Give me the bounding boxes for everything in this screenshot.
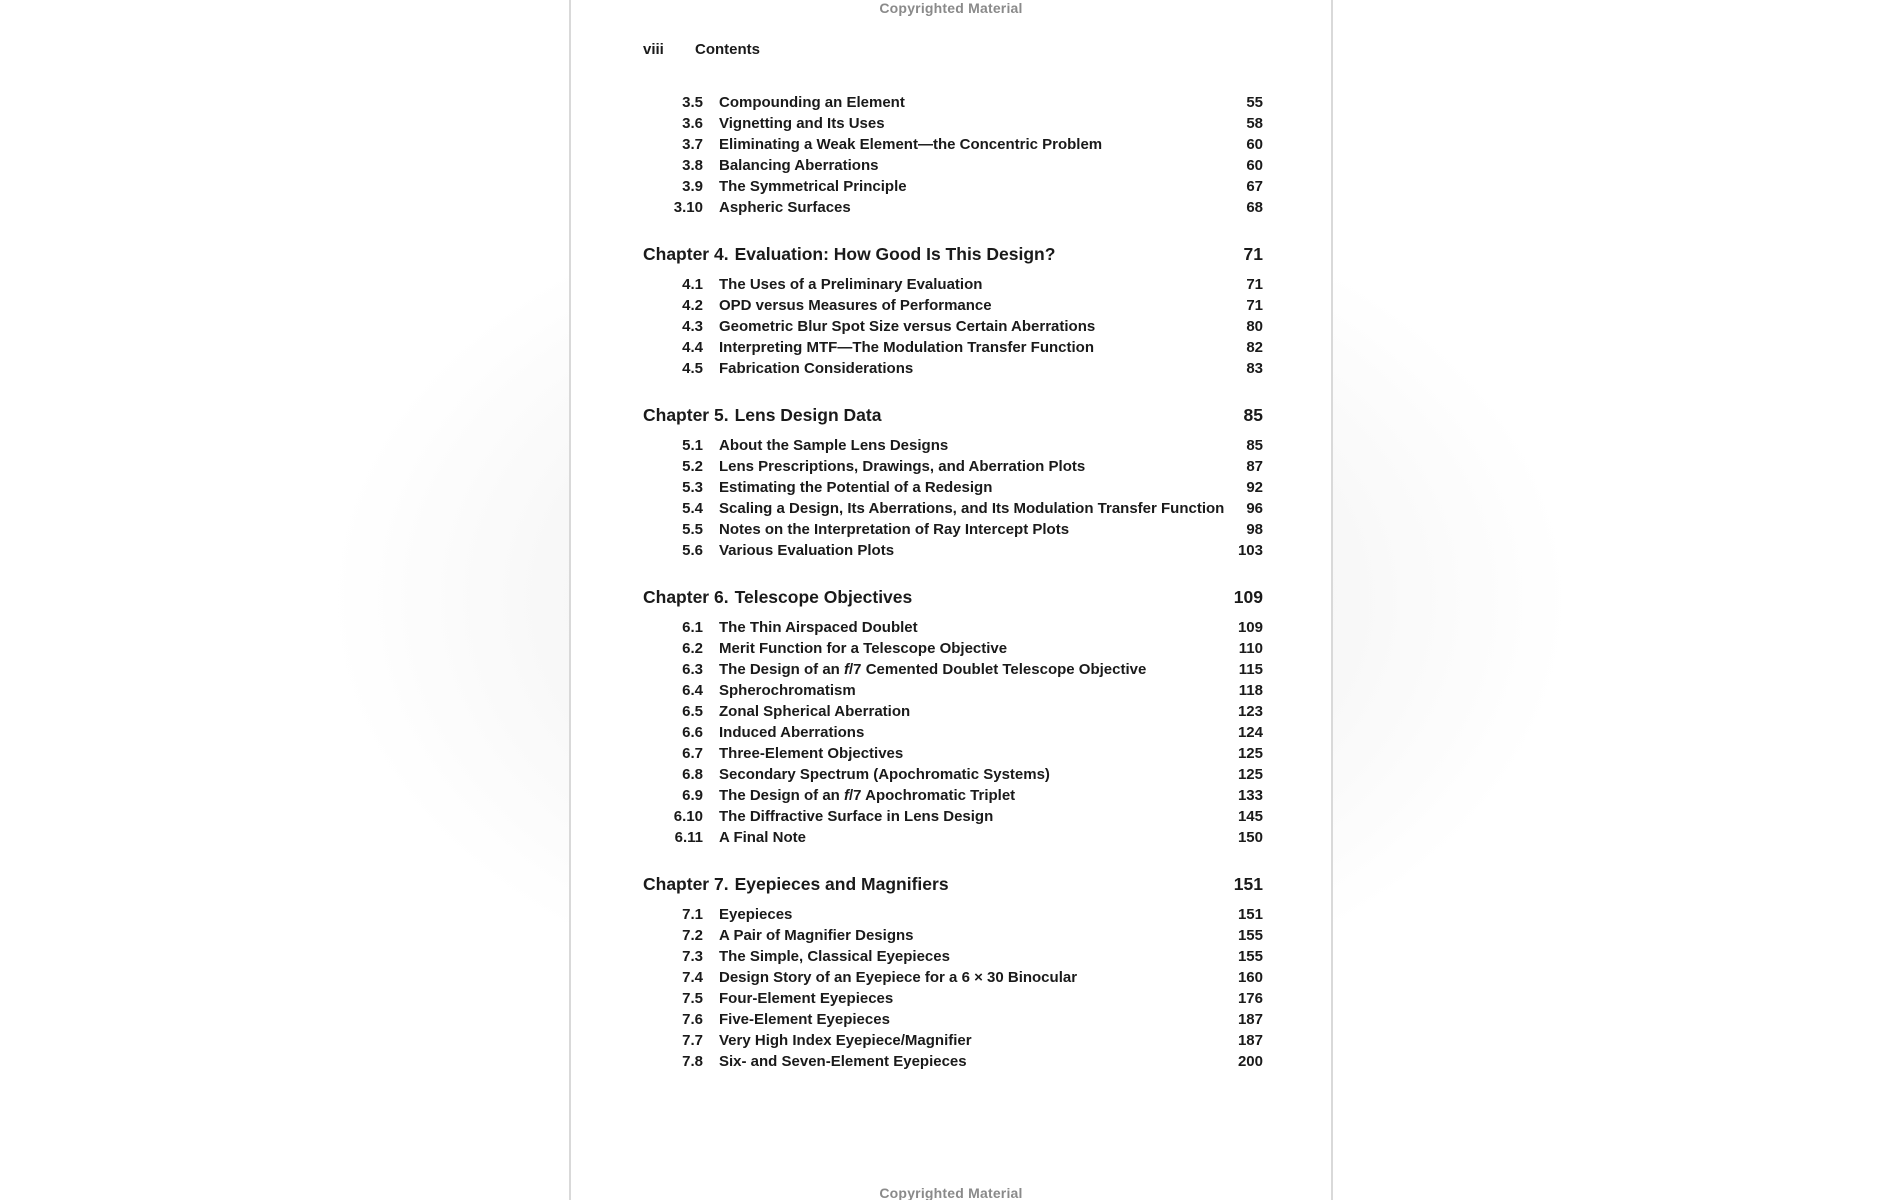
section-page: 109 [1237,619,1263,636]
toc-section[interactable] [643,701,1263,722]
toc-section[interactable] [643,295,1263,316]
toc-chapter-4[interactable] [643,242,1263,266]
section-number: 3.5 [682,94,703,111]
section-number: 5.6 [682,542,703,559]
toc-section[interactable] [643,519,1263,540]
copyright-watermark-bottom: Copyrighted Material [879,1185,1023,1200]
section-page: 125 [1237,766,1263,783]
table-of-contents [643,92,1263,1072]
section-number: 7.8 [682,1053,703,1070]
section-number: 3.7 [682,136,703,153]
section-page: 103 [1237,542,1263,559]
section-page: 125 [1237,745,1263,762]
section-number: 4.5 [682,360,703,377]
f-number-symbol: f [844,661,850,678]
section-page: 67 [1246,178,1263,195]
section-page: 150 [1237,829,1263,846]
section-number: 7.4 [682,969,703,986]
section-number: 3.10 [673,199,703,216]
section-page: 118 [1238,682,1263,699]
toc-section[interactable] [643,477,1263,498]
section-page: 58 [1246,115,1263,132]
chapter-label: Chapter 6. [643,587,729,607]
section-number: 4.2 [682,297,703,314]
section-title: A Pair of Magnifier Designs [719,927,914,944]
section-title: Lens Prescriptions, Drawings, and Aberration Plots [719,458,1086,475]
section-title: Merit Function for a Telescope Objective [719,640,1008,657]
chapter-page: 85 [1243,405,1263,425]
section-number: 5.5 [682,521,703,538]
section-page: 187 [1237,1032,1263,1049]
section-page: 145 [1237,808,1263,825]
section-title: Very High Index Eyepiece/Magnifier [719,1032,972,1049]
section-number: 5.1 [682,437,703,454]
section-page: 83 [1246,360,1263,377]
toc-section[interactable] [643,358,1263,379]
chapter-title: Evaluation: How Good Is This Design? [734,244,1056,264]
section-title: Six- and Seven-Element Eyepieces [719,1053,967,1070]
section-page: 200 [1237,1053,1263,1070]
section-title: OPD versus Measures of Performance [719,297,992,314]
toc-section[interactable] [643,134,1263,155]
toc-section[interactable] [643,925,1263,946]
section-number: 6.10 [673,808,703,825]
section-number: 5.2 [682,458,703,475]
section-number: 3.8 [682,157,703,174]
toc-section[interactable] [643,785,1263,806]
section-title: Induced Aberrations [719,724,865,741]
section-title: The Diffractive Surface in Lens Design [719,808,994,825]
section-title: A Final Note [719,829,806,846]
section-number: 6.1 [682,619,703,636]
section-number: 3.9 [682,178,703,195]
section-title: The Simple, Classical Eyepieces [719,948,950,965]
f-number-symbol: f [844,787,850,804]
toc-section[interactable] [643,946,1263,967]
section-page: 151 [1237,906,1263,923]
toc-section[interactable] [643,113,1263,134]
section-title-part: The Design of an [719,787,845,804]
running-head-title: Contents [695,41,760,58]
running-head [643,41,760,58]
toc-section[interactable] [643,316,1263,337]
toc-section[interactable] [643,904,1263,925]
section-number: 6.8 [682,766,703,783]
section-number: 6.6 [682,724,703,741]
section-number: 3.6 [682,115,703,132]
section-page: 80 [1246,318,1263,335]
section-page: 110 [1238,640,1263,657]
toc-section[interactable] [643,1030,1263,1051]
section-page: 115 [1238,661,1263,678]
chapter-page: 109 [1233,587,1263,607]
copyright-watermark-top: Copyrighted Material [879,0,1023,16]
toc-chapter-6[interactable] [643,585,1263,609]
toc-section[interactable] [643,1009,1263,1030]
section-title: Zonal Spherical Aberration [719,703,911,720]
section-title: Geometric Blur Spot Size versus Certain Aberrations [719,318,1096,335]
toc-section[interactable] [643,806,1263,827]
section-title: Notes on the Interpretation of Ray Intercept Plots [719,521,1070,538]
section-number: 7.7 [682,1032,703,1049]
toc-section[interactable] [643,197,1263,218]
section-title: Design Story of an Eyepiece for a 6 × 30 Binocular [719,969,1078,986]
toc-section[interactable] [643,155,1263,176]
toc-section[interactable] [643,176,1263,197]
section-page: 124 [1237,724,1263,741]
section-page: 87 [1246,458,1263,475]
toc-section[interactable] [643,743,1263,764]
toc-section[interactable] [643,680,1263,701]
section-title: Fabrication Considerations [719,360,914,377]
toc-chapter-7[interactable] [643,872,1263,896]
toc-section[interactable] [643,617,1263,638]
section-title: Various Evaluation Plots [719,542,895,559]
section-number: 6.5 [682,703,703,720]
section-title [719,785,1015,806]
section-page: 68 [1246,199,1263,216]
section-page: 133 [1237,787,1263,804]
toc-section[interactable] [643,274,1263,295]
section-page: 60 [1246,136,1263,153]
section-title: The Uses of a Preliminary Evaluation [719,276,983,293]
chapter-title: Telescope Objectives [734,587,913,607]
chapter-title: Lens Design Data [734,405,882,425]
section-number: 6.4 [682,682,703,699]
section-title: Aspheric Surfaces [719,199,851,216]
toc-section[interactable] [643,722,1263,743]
chapter-page: 151 [1233,874,1263,894]
section-title: The Symmetrical Principle [719,178,907,195]
chapter-label: Chapter 7. [643,874,729,894]
section-page: 85 [1246,437,1263,454]
section-page: 176 [1237,990,1263,1007]
section-page: 55 [1246,94,1263,111]
section-page: 60 [1246,157,1263,174]
section-number: 6.9 [682,787,703,804]
toc-section[interactable] [643,638,1263,659]
section-title: Balancing Aberrations [719,157,879,174]
section-title-part: /7 Cemented Doublet Telescope Objective [849,661,1147,678]
section-page: 123 [1237,703,1263,720]
chapter-page: 71 [1243,244,1263,264]
section-title: Three-Element Objectives [719,745,904,762]
section-number: 6.2 [682,640,703,657]
section-title: Four-Element Eyepieces [719,990,894,1007]
section-title: Spherochromatism [719,682,856,699]
document-page [569,0,1333,1200]
section-page: 187 [1237,1011,1263,1028]
section-number: 6.7 [682,745,703,762]
chapter-label: Chapter 5. [643,405,729,425]
page-number: viii [643,41,664,58]
section-title-part: /7 Apochromatic Triplet [849,787,1016,804]
toc-section[interactable] [643,92,1263,113]
section-page: 155 [1237,948,1263,965]
toc-chapter-5[interactable] [643,403,1263,427]
section-number: 7.6 [682,1011,703,1028]
section-title: About the Sample Lens Designs [719,437,949,454]
section-number: 6.11 [674,829,703,846]
section-title: Eyepieces [719,906,793,923]
section-title-part: The Design of an [719,661,845,678]
section-title: Vignetting and Its Uses [719,115,885,132]
toc-section[interactable] [643,988,1263,1009]
section-number: 7.5 [682,990,703,1007]
section-title: Eliminating a Weak Element—the Concentric Problem [719,136,1103,153]
section-number: 4.3 [682,318,703,335]
toc-section[interactable] [643,1051,1263,1072]
toc-section[interactable] [643,827,1263,848]
section-title: Secondary Spectrum (Apochromatic Systems) [719,766,1050,783]
section-page: 155 [1237,927,1263,944]
section-number: 7.1 [682,906,703,923]
toc-section[interactable] [643,659,1263,680]
section-page: 160 [1237,969,1263,986]
section-title: Compounding an Element [719,94,905,111]
section-number: 4.4 [682,339,703,356]
toc-section[interactable] [643,540,1263,561]
toc-section[interactable] [643,435,1263,456]
toc-section[interactable] [643,337,1263,358]
section-title [719,659,1146,680]
section-page: 71 [1246,297,1263,314]
toc-section[interactable] [643,456,1263,477]
toc-section[interactable] [643,498,1263,519]
section-number: 5.3 [682,479,703,496]
toc-section[interactable] [643,764,1263,785]
section-title: Interpreting MTF—The Modulation Transfer Function [719,339,1094,356]
section-number: 7.3 [682,948,703,965]
section-page: 82 [1246,339,1263,356]
section-number: 5.4 [682,500,703,517]
section-page: 98 [1246,521,1263,538]
section-title: The Thin Airspaced Doublet [719,619,918,636]
chapter-label: Chapter 4. [643,244,729,264]
section-number: 4.1 [682,276,703,293]
section-number: 7.2 [682,927,703,944]
section-title: Scaling a Design, Its Aberrations, and Its Modulation Transfer Function [719,500,1225,517]
section-title: Five-Element Eyepieces [719,1011,890,1028]
section-number: 6.3 [682,661,703,678]
section-page: 92 [1246,479,1263,496]
section-title: Estimating the Potential of a Redesign [719,479,993,496]
chapter-title: Eyepieces and Magnifiers [734,874,949,894]
section-page: 96 [1246,500,1263,517]
toc-section[interactable] [643,967,1263,988]
section-page: 71 [1246,276,1263,293]
